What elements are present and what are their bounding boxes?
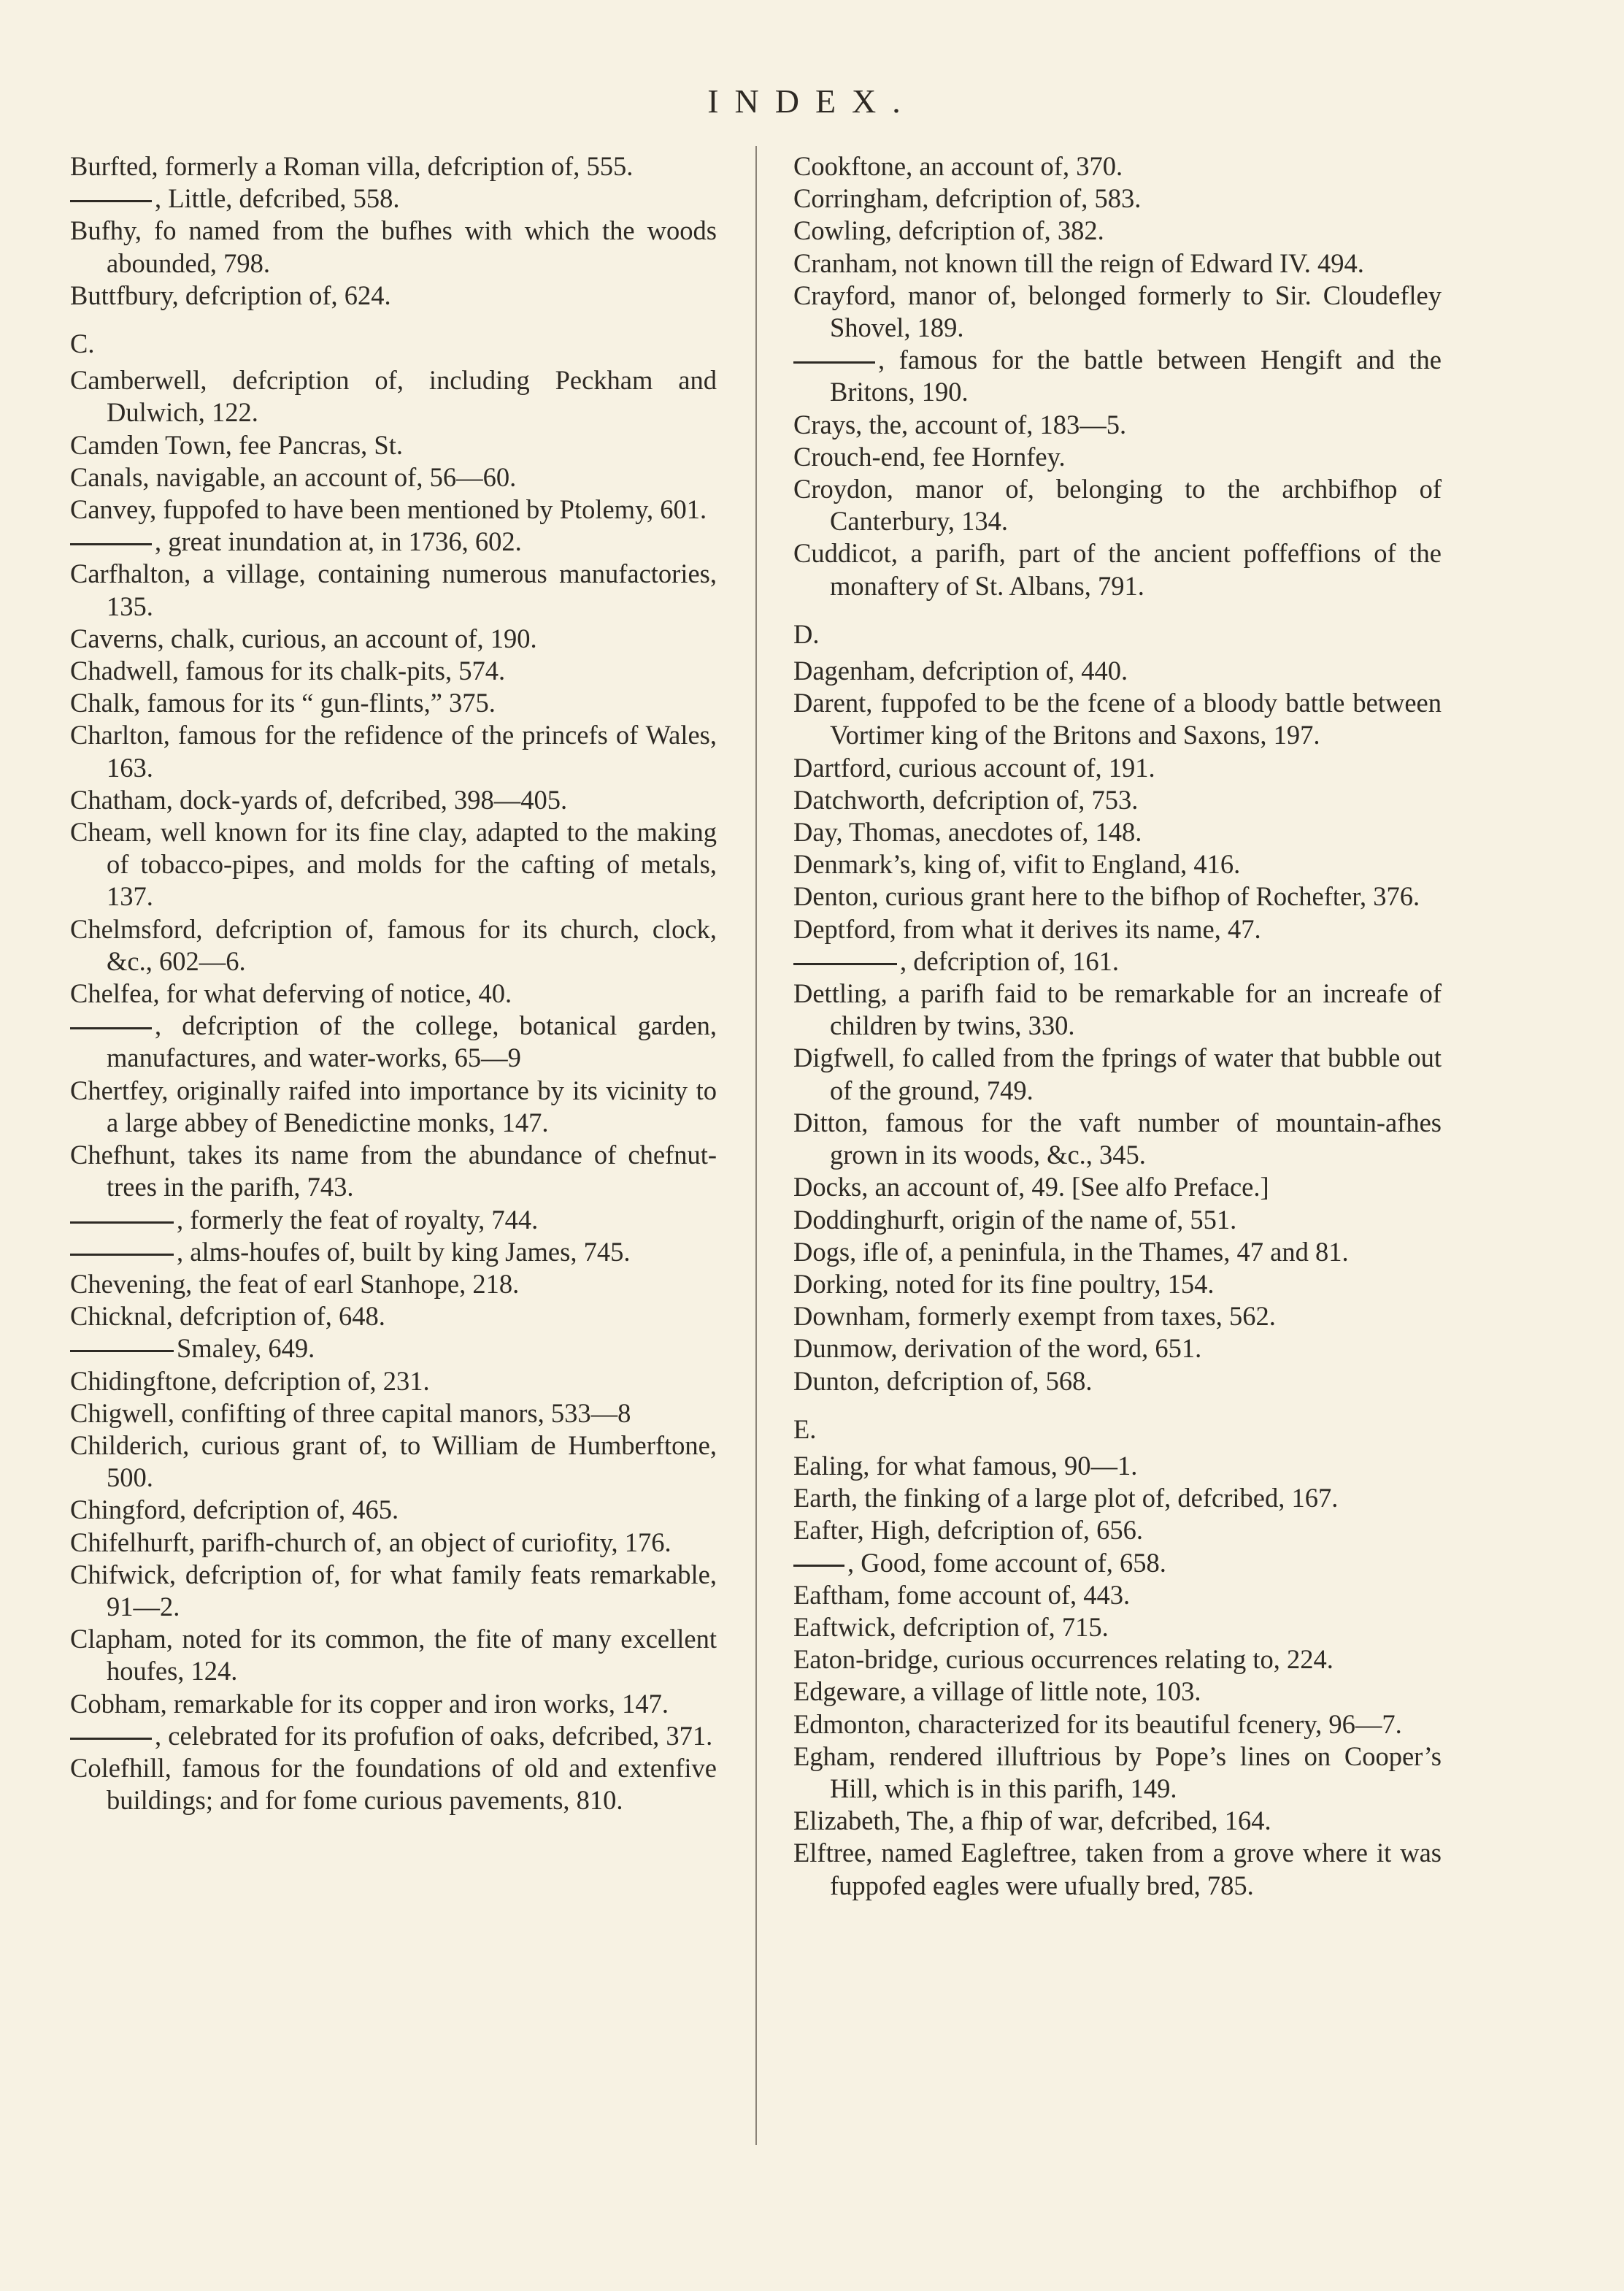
index-entry-continuation: , celebrated for its profufion of oaks, defcribed, 371. (70, 1720, 717, 1752)
index-entry: Dagenham, defcription of, 440. (793, 656, 1128, 686)
index-entry: Eaton-bridge, curious occurrences relating to, 224. (793, 1644, 1334, 1675)
index-entry: Doddinghurft, origin of the name of, 551. (793, 1204, 1237, 1235)
ditto-rule (70, 1254, 174, 1256)
index-entry: Clapham, noted for its common, the fite of many excellent houfes, 124. (70, 1624, 717, 1686)
index-entry: Chatham, dock-yards of, defcribed, 398—405. (70, 784, 568, 815)
index-entry: Cowling, defcription of, 382. (793, 215, 1104, 246)
index-entry-continuation: , great inundation at, in 1736, 602. (70, 526, 717, 558)
ditto-rule (793, 361, 875, 364)
index-entry-continuation: , famous for the battle between Hengift and the Britons, 190. (793, 344, 1442, 408)
section-heading-c: C. (70, 329, 95, 359)
index-entry: Chefhunt, takes its name from the abundance of chefnut-trees in the parifh, 743. (70, 1140, 717, 1202)
index-entry: Crayford, manor of, belonged formerly to Sir. Cloudefley Shovel, 189. (793, 280, 1442, 343)
index-entry: Canvey, fuppofed to have been mentioned by Ptolemy, 601. (70, 494, 707, 525)
index-entry: Chidingftone, defcription of, 231. (70, 1365, 430, 1396)
index-entry: Camden Town, fee Pancras, St. (70, 429, 403, 460)
index-entry: Edmonton, characterized for its beautiful fcenery, 96—7. (793, 1708, 1402, 1739)
index-entry: Earth, the finking of a large plot of, defcribed, 167. (793, 1483, 1339, 1513)
index-entry: Cobham, remarkable for its copper and iron works, 147. (70, 1688, 669, 1719)
index-entry-continuation: , defcription of the college, botanical garden, manufactures, and water-works, 65—9 (70, 1010, 717, 1074)
page-title: INDEX. (707, 82, 917, 120)
ditto-rule (70, 1738, 152, 1740)
ditto-rule (70, 543, 152, 545)
index-entry: Dunmow, derivation of the word, 651. (793, 1333, 1202, 1364)
index-entry: Egham, rendered illuftrious by Pope’s lines on Cooper’s Hill, which is in this parifh, 149. (793, 1741, 1442, 1803)
index-entry-continuation: , Little, defcribed, 558. (70, 183, 717, 215)
column-divider (755, 146, 757, 2145)
left-column (70, 150, 717, 1816)
index-entry: Dartford, curious account of, 191. (793, 752, 1155, 783)
index-entry: Buttfbury, defcription of, 624. (70, 280, 391, 310)
index-entry: Chadwell, famous for its chalk-pits, 574. (70, 656, 506, 686)
index-entry: Elizabeth, The, a fhip of war, defcribed, 164. (793, 1805, 1271, 1836)
index-entry: Edgeware, a village of little note, 103. (793, 1676, 1201, 1707)
index-entry-continuation: , formerly the feat of royalty, 744. (70, 1204, 717, 1236)
index-entry: Chigwell, confifting of three capital manors, 533—8 (70, 1397, 631, 1428)
index-entry: Chifelhurft, parifh-church of, an object of curiofity, 176. (70, 1527, 671, 1557)
index-entry: Chevening, the feat of earl Stanhope, 218. (70, 1268, 520, 1299)
ditto-rule (793, 1565, 844, 1567)
index-entry: Downham, formerly exempt from taxes, 562. (793, 1301, 1276, 1332)
index-entry: Croydon, manor of, belonging to the archbifhop of Canterbury, 134. (793, 474, 1442, 537)
index-entry-continuation: , alms-houfes of, built by king James, 745. (70, 1236, 717, 1268)
index-entry: Burfted, formerly a Roman villa, defcription of, 555. (70, 151, 634, 181)
index-entry-continuation: , Good, fome account of, 658. (793, 1547, 1442, 1579)
ditto-rule (793, 963, 897, 965)
index-entry: Corringham, defcription of, 583. (793, 183, 1142, 214)
index-entry-continuation: Smaley, 649. (70, 1332, 717, 1365)
index-entry: Dunton, defcription of, 568. (793, 1365, 1093, 1396)
index-entry: Chelfea, for what deferving of notice, 40. (70, 978, 512, 1009)
index-entry: Cuddicot, a parifh, part of the ancient poffeffions of the monaftery of St. Albans, 791. (793, 538, 1442, 601)
ditto-rule (70, 1350, 174, 1352)
index-entry: Caverns, chalk, curious, an account of, 190. (70, 623, 537, 653)
index-entry: Canals, navigable, an account of, 56—60. (70, 461, 517, 492)
index-entry: Docks, an account of, 49. [See alfo Preface.] (793, 1172, 1269, 1202)
index-entry: Datchworth, defcription of, 753. (793, 784, 1139, 815)
index-entry: Crays, the, account of, 183—5. (793, 409, 1127, 440)
index-entry: Crouch-end, fee Hornfey. (793, 441, 1066, 472)
index-entry: Childerich, curious grant of, to William de Humberftone, 500. (70, 1430, 717, 1493)
index-entry: Denton, curious grant here to the bifhop of Rochefter, 376. (793, 881, 1420, 912)
section-heading-e: E. (793, 1413, 817, 1444)
index-entry: Day, Thomas, anecdotes of, 148. (793, 817, 1142, 848)
index-entry: Chertfey, originally raifed into importance by its vicinity to a large abbey of Benedictine monks, 147. (70, 1075, 717, 1137)
index-entry: Charlton, famous for the refidence of the princefs of Wales, 163. (70, 720, 717, 783)
index-entry: Bufhy, fo named from the bufhes with which the woods abounded, 798. (70, 215, 717, 278)
index-entry: Dettling, a parifh faid to be remarkable for an increafe of children by twins, 330. (793, 978, 1442, 1041)
index-entry: Chifwick, defcription of, for what family feats remarkable, 91—2. (70, 1559, 717, 1622)
index-entry: Darent, fuppofed to be the fcene of a bloody battle between Vortimer king of the Britons and Saxons, 197. (793, 688, 1442, 751)
right-column (793, 150, 1442, 1902)
index-entry: Denmark’s, king of, vifit to England, 416. (793, 849, 1241, 880)
index-entry: Dogs, ifle of, a peninfula, in the Thames, 47 and 81. (793, 1236, 1349, 1267)
index-entry: Chicknal, defcription of, 648. (70, 1301, 385, 1332)
index-entry: Deptford, from what it derives its name, 47. (793, 913, 1261, 944)
index-entry-continuation: , defcription of, 161. (793, 945, 1442, 978)
index-entry: Camberwell, defcription of, including Peckham and Dulwich, 122. (70, 365, 717, 428)
ditto-rule (70, 200, 152, 202)
index-entry: Cookftone, an account of, 370. (793, 151, 1123, 181)
index-entry: Chingford, defcription of, 465. (70, 1494, 399, 1525)
index-entry: Eafter, High, defcription of, 656. (793, 1515, 1143, 1546)
index-entry: Dorking, noted for its fine poultry, 154. (793, 1268, 1215, 1299)
index-entry: Cranham, not known till the reign of Edward IV. 494. (793, 247, 1364, 278)
index-entry: Ditton, famous for the vaft number of mountain-afhes grown in its woods, &c., 345. (793, 1107, 1442, 1170)
index-entry: Eaftwick, defcription of, 715. (793, 1611, 1109, 1642)
index-entry: Chalk, famous for its “ gun-flints,” 375. (70, 688, 496, 718)
index-entry: Eaftham, fome account of, 443. (793, 1579, 1131, 1610)
index-entry: Chelmsford, defcription of, famous for its church, clock, &c., 602—6. (70, 913, 717, 976)
index-entry: Elftree, named Eagleftree, taken from a grove where it was fuppofed eagles were ufually bred, 785. (793, 1838, 1442, 1900)
index-entry: Digfwell, fo called from the fprings of water that bubble out of the ground, 749. (793, 1043, 1442, 1105)
index-entry: Ealing, for what famous, 90—1. (793, 1450, 1138, 1481)
ditto-rule (70, 1221, 174, 1224)
section-heading-d: D. (793, 618, 820, 649)
ditto-rule (70, 1027, 152, 1029)
index-entry: Cheam, well known for its fine clay, adapted to the making of tobacco-pipes, and molds for the cafting of metals, 137. (70, 817, 717, 912)
index-entry: Colefhill, famous for the foundations of old and extenfive buildings; and for fome curious pavements, 810. (70, 1752, 717, 1816)
index-entry: Carfhalton, a village, containing numerous manufactories, 135. (70, 559, 717, 621)
